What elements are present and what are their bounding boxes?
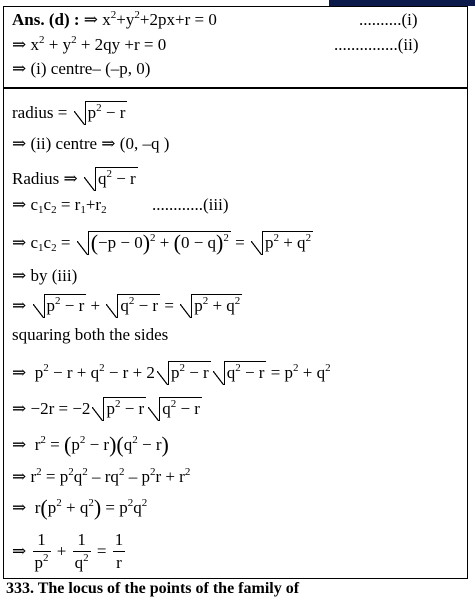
sum-line: ⇒ $p^2 - r + q^2 - r = p^2 + q^2$	[12, 295, 241, 315]
fraction-line: ⇒ $\frac{1}{p^2}$ + $\frac{1}{q^2}$ = $\frac{1}{r}$	[12, 530, 124, 572]
distance-rhs-sqrt: $p^2 + q^2$	[251, 231, 313, 253]
implies-icon: ⇒	[12, 399, 27, 418]
implies-icon: ⇒	[12, 195, 27, 214]
distance-sqrt: $(-p - 0)^2 + (0 - q)^2$	[77, 231, 231, 253]
radius-2-sqrt: $q^2 - r$	[84, 167, 138, 189]
squared-line: ⇒ $p^2 - r + q^2 - r + 2$ $p^2 - r$ $q^2 - r = p^2 + q^2$	[12, 362, 331, 382]
radius-1-line	[12, 101, 127, 123]
solution-box	[3, 6, 468, 579]
radius-2-label: Radius ⇒	[12, 169, 78, 188]
centre-1: (i) centre– (–p, 0)	[30, 59, 151, 78]
centre-1-line	[12, 59, 150, 79]
implies-icon: ⇒	[12, 467, 27, 486]
expand-line: ⇒ $r^2 = p^2q^2 - rq^2 - p^2r + r^2$	[12, 466, 191, 486]
implies-icon: ⇒	[12, 296, 27, 315]
implies-icon: ⇒	[12, 363, 27, 382]
radius-1-label: radius =	[12, 103, 68, 122]
c1c2-tag: ............(iii)	[152, 195, 229, 214]
factor-line: ⇒ $r(p^2 + q^2) = p^2q^2$	[12, 495, 148, 520]
implies-icon: ⇒	[12, 435, 27, 454]
implies-icon: ⇒	[12, 498, 27, 517]
minus2r-sqrt-2: $q^2 - r$	[148, 397, 202, 419]
sum-sqrt-2: $q^2 - r$	[106, 294, 160, 316]
implies-icon: ⇒	[12, 266, 27, 285]
next-question: 333. The locus of the points of the family of	[6, 580, 300, 597]
r-squared-line: ⇒ $r^2 = (p^2 - r)(q^2 - r)$	[12, 432, 169, 457]
fraction-3: $\frac{1}{r}$	[114, 530, 124, 572]
equation-2-line	[12, 35, 166, 55]
implies-icon: ⇒	[12, 233, 27, 252]
minus2r-line	[12, 397, 202, 419]
centre-2: (ii) centre ⇒ (0, –q )	[30, 134, 170, 153]
implies-icon: ⇒	[12, 134, 27, 153]
implies-icon: ⇒	[12, 59, 27, 78]
equation-2: $x^2 + y^2 + 2qy +r = 0$	[30, 34, 167, 54]
squaring-text: squaring both the sides	[12, 325, 169, 344]
c1c2-condition: $c_1c_2 = r_1+r_2$	[30, 195, 107, 216]
distance-eq: =	[235, 233, 245, 252]
sum-rhs-sqrt: $p^2 + q^2$	[180, 294, 242, 316]
implies-icon: ⇒	[12, 541, 27, 561]
distance-line	[12, 231, 313, 253]
by-iii-line	[12, 266, 77, 286]
squared-sqrt-1: $p^2 - r$	[157, 361, 211, 383]
equation-1: $x^2+y^2+2px+r = 0$	[102, 9, 217, 29]
c1c2-condition-line	[12, 195, 107, 215]
radius-2-line	[12, 167, 138, 189]
distance-lhs: $c_1c_2$ =	[30, 233, 71, 254]
minus2r-lhs: −2r = −2	[30, 399, 91, 418]
fraction-1: $\frac{1}{p^2}$	[34, 530, 49, 572]
implies-icon: ⇒	[83, 10, 99, 29]
radius-1-sqrt: $p^2 - r$	[74, 101, 128, 123]
squared-sqrt-2: $q^2 - r$	[213, 361, 267, 383]
minus2r-sqrt-1: $p^2 - r$	[92, 397, 146, 419]
sum-sqrt-1: $p^2 - r$	[33, 294, 87, 316]
equation-2-tag: ...............(ii)	[334, 35, 419, 54]
answer-line	[12, 10, 217, 30]
by-iii: by (iii)	[30, 266, 78, 285]
answer-label: Ans. (d) :	[12, 10, 80, 29]
equation-1-tag: ..........(i)	[359, 10, 418, 29]
divider	[4, 87, 467, 89]
implies-icon: ⇒	[12, 35, 27, 54]
fraction-2: $\frac{1}{q^2}$	[74, 530, 89, 572]
centre-2-line	[12, 134, 169, 154]
